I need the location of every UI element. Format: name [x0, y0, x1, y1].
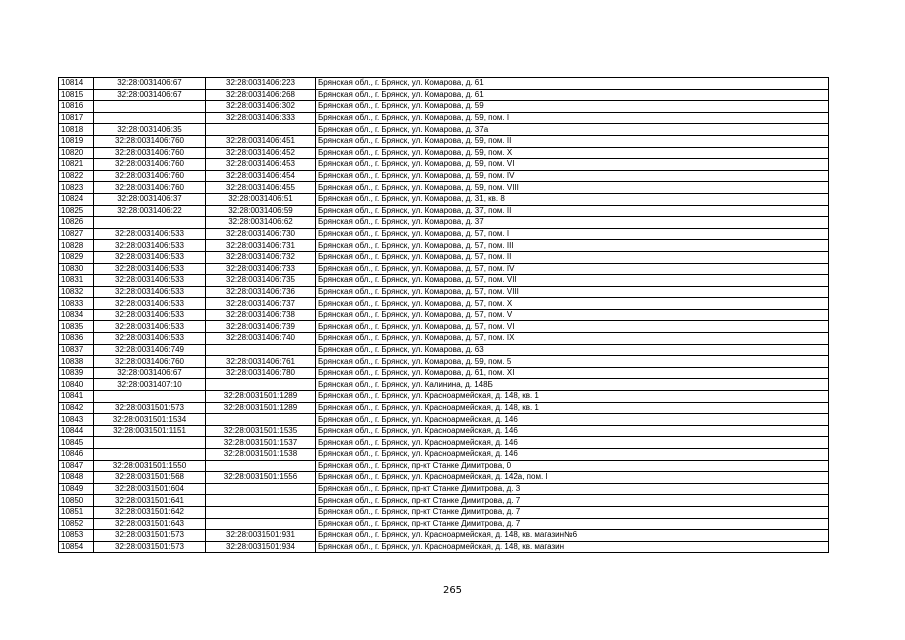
table-row — [59, 530, 829, 542]
address-cell: Брянская обл., г. Брянск, пр-кт Станке Димитрова, д. 7 — [316, 506, 829, 518]
parcel-cadastral-number-cell: 32:28:0031406:533 — [94, 286, 206, 298]
parcel-cadastral-number-cell: 32:28:0031406:533 — [94, 298, 206, 310]
table-row — [59, 240, 829, 252]
address-cell: Брянская обл., г. Брянск, ул. Комарова, д. 57, пом. VII — [316, 275, 829, 287]
object-cadastral-number-cell: 32:28:0031406:333 — [206, 112, 316, 124]
parcel-cadastral-number-cell: 32:28:0031406:749 — [94, 344, 206, 356]
parcel-cadastral-number-cell: 32:28:0031406:35 — [94, 124, 206, 136]
parcel-cadastral-number-cell: 32:28:0031501:641 — [94, 495, 206, 507]
parcel-cadastral-number-cell — [94, 101, 206, 113]
object-cadastral-number-cell — [206, 518, 316, 530]
row-number-cell: 10849 — [59, 483, 94, 495]
parcel-cadastral-number-cell: 32:28:0031406:22 — [94, 205, 206, 217]
row-number-cell: 10841 — [59, 391, 94, 403]
registry-table — [58, 77, 829, 553]
object-cadastral-number-cell: 32:28:0031501:1538 — [206, 449, 316, 461]
object-cadastral-number-cell — [206, 414, 316, 426]
address-cell: Брянская обл., г. Брянск, ул. Комарова, д. 57, пом. IV — [316, 263, 829, 275]
address-cell: Брянская обл., г. Брянск, ул. Комарова, д. 57, пом. VI — [316, 321, 829, 333]
row-number-cell: 10826 — [59, 217, 94, 229]
table-row — [59, 472, 829, 484]
parcel-cadastral-number-cell — [94, 437, 206, 449]
object-cadastral-number-cell: 32:28:0031406:737 — [206, 298, 316, 310]
table-row — [59, 541, 829, 553]
parcel-cadastral-number-cell: 32:28:0031501:642 — [94, 506, 206, 518]
address-cell: Брянская обл., г. Брянск, ул. Комарова, д. 61 — [316, 89, 829, 101]
object-cadastral-number-cell — [206, 495, 316, 507]
table-row — [59, 437, 829, 449]
address-cell: Брянская обл., г. Брянск, ул. Комарова, д. 61 — [316, 78, 829, 90]
object-cadastral-number-cell: 32:28:0031501:1289 — [206, 402, 316, 414]
table-row — [59, 263, 829, 275]
table-row — [59, 402, 829, 414]
object-cadastral-number-cell — [206, 124, 316, 136]
object-cadastral-number-cell: 32:28:0031501:1556 — [206, 472, 316, 484]
object-cadastral-number-cell — [206, 483, 316, 495]
parcel-cadastral-number-cell: 32:28:0031406:760 — [94, 356, 206, 368]
table-row — [59, 251, 829, 263]
table-row — [59, 425, 829, 437]
address-cell: Брянская обл., г. Брянск, ул. Красноармейская, д. 142а, пом. I — [316, 472, 829, 484]
row-number-cell: 10822 — [59, 170, 94, 182]
object-cadastral-number-cell: 32:28:0031406:302 — [206, 101, 316, 113]
row-number-cell: 10825 — [59, 205, 94, 217]
row-number-cell: 10847 — [59, 460, 94, 472]
table-row — [59, 286, 829, 298]
row-number-cell: 10852 — [59, 518, 94, 530]
registry-table-body — [59, 78, 829, 553]
address-cell: Брянская обл., г. Брянск, ул. Комарова, д. 63 — [316, 344, 829, 356]
address-cell: Брянская обл., г. Брянск, ул. Комарова, д. 37а — [316, 124, 829, 136]
row-number-cell: 10851 — [59, 506, 94, 518]
address-cell: Брянская обл., г. Брянск, ул. Комарова, д. 57, пом. IX — [316, 333, 829, 345]
table-row — [59, 193, 829, 205]
parcel-cadastral-number-cell: 32:28:0031406:533 — [94, 228, 206, 240]
object-cadastral-number-cell: 32:28:0031406:62 — [206, 217, 316, 229]
parcel-cadastral-number-cell: 32:28:0031406:37 — [94, 193, 206, 205]
address-cell: Брянская обл., г. Брянск, ул. Комарова, д. 57, пом. II — [316, 251, 829, 263]
address-cell: Брянская обл., г. Брянск, ул. Комарова, д. 59 — [316, 101, 829, 113]
address-cell: Брянская обл., г. Брянск, ул. Комарова, д. 59, пом. II — [316, 135, 829, 147]
table-row — [59, 483, 829, 495]
parcel-cadastral-number-cell: 32:28:0031406:67 — [94, 78, 206, 90]
address-cell: Брянская обл., г. Брянск, ул. Красноармейская, д. 146 — [316, 425, 829, 437]
row-number-cell: 10837 — [59, 344, 94, 356]
row-number-cell: 10853 — [59, 530, 94, 542]
parcel-cadastral-number-cell — [94, 112, 206, 124]
row-number-cell: 10842 — [59, 402, 94, 414]
table-row — [59, 414, 829, 426]
row-number-cell: 10850 — [59, 495, 94, 507]
table-row — [59, 367, 829, 379]
row-number-cell: 10840 — [59, 379, 94, 391]
address-cell: Брянская обл., г. Брянск, ул. Комарова, д. 57, пом. X — [316, 298, 829, 310]
address-cell: Брянская обл., г. Брянск, ул. Комарова, д. 57, пом. I — [316, 228, 829, 240]
object-cadastral-number-cell — [206, 460, 316, 472]
row-number-cell: 10836 — [59, 333, 94, 345]
object-cadastral-number-cell — [206, 344, 316, 356]
row-number-cell: 10818 — [59, 124, 94, 136]
parcel-cadastral-number-cell: 32:28:0031406:760 — [94, 182, 206, 194]
table-row — [59, 89, 829, 101]
row-number-cell: 10817 — [59, 112, 94, 124]
object-cadastral-number-cell: 32:28:0031406:455 — [206, 182, 316, 194]
table-row — [59, 379, 829, 391]
parcel-cadastral-number-cell: 32:28:0031501:604 — [94, 483, 206, 495]
address-cell: Брянская обл., г. Брянск, пр-кт Станке Димитрова, д. 7 — [316, 495, 829, 507]
row-number-cell: 10819 — [59, 135, 94, 147]
parcel-cadastral-number-cell: 32:28:0031406:533 — [94, 321, 206, 333]
parcel-cadastral-number-cell: 32:28:0031501:1550 — [94, 460, 206, 472]
address-cell: Брянская обл., г. Брянск, пр-кт Станке Димитрова, 0 — [316, 460, 829, 472]
address-cell: Брянская обл., г. Брянск, пр-кт Станке Димитрова, д. 7 — [316, 518, 829, 530]
object-cadastral-number-cell: 32:28:0031406:223 — [206, 78, 316, 90]
parcel-cadastral-number-cell: 32:28:0031406:533 — [94, 251, 206, 263]
object-cadastral-number-cell: 32:28:0031501:1535 — [206, 425, 316, 437]
object-cadastral-number-cell: 32:28:0031501:1537 — [206, 437, 316, 449]
row-number-cell: 10848 — [59, 472, 94, 484]
row-number-cell: 10820 — [59, 147, 94, 159]
address-cell: Брянская обл., г. Брянск, ул. Комарова, д. 59, пом. IV — [316, 170, 829, 182]
table-row — [59, 321, 829, 333]
table-row — [59, 205, 829, 217]
address-cell: Брянская обл., г. Брянск, ул. Комарова, д. 59, пом. VIII — [316, 182, 829, 194]
row-number-cell: 10839 — [59, 367, 94, 379]
row-number-cell: 10833 — [59, 298, 94, 310]
table-row — [59, 182, 829, 194]
row-number-cell: 10845 — [59, 437, 94, 449]
row-number-cell: 10815 — [59, 89, 94, 101]
address-cell: Брянская обл., г. Брянск, ул. Калинина, д. 148Б — [316, 379, 829, 391]
parcel-cadastral-number-cell: 32:28:0031501:1151 — [94, 425, 206, 437]
object-cadastral-number-cell: 32:28:0031406:731 — [206, 240, 316, 252]
row-number-cell: 10824 — [59, 193, 94, 205]
table-row — [59, 124, 829, 136]
parcel-cadastral-number-cell: 32:28:0031406:67 — [94, 89, 206, 101]
parcel-cadastral-number-cell: 32:28:0031406:533 — [94, 240, 206, 252]
object-cadastral-number-cell: 32:28:0031406:268 — [206, 89, 316, 101]
object-cadastral-number-cell: 32:28:0031406:59 — [206, 205, 316, 217]
parcel-cadastral-number-cell: 32:28:0031406:533 — [94, 333, 206, 345]
table-row — [59, 78, 829, 90]
table-row — [59, 228, 829, 240]
address-cell: Брянская обл., г. Брянск, ул. Комарова, д. 61, пом. XI — [316, 367, 829, 379]
parcel-cadastral-number-cell: 32:28:0031406:533 — [94, 263, 206, 275]
object-cadastral-number-cell — [206, 506, 316, 518]
parcel-cadastral-number-cell: 32:28:0031501:643 — [94, 518, 206, 530]
address-cell: Брянская обл., г. Брянск, ул. Красноармейская, д. 148, кв. магазин№6 — [316, 530, 829, 542]
address-cell: Брянская обл., г. Брянск, ул. Красноармейская, д. 148, кв. 1 — [316, 402, 829, 414]
object-cadastral-number-cell: 32:28:0031406:736 — [206, 286, 316, 298]
row-number-cell: 10827 — [59, 228, 94, 240]
object-cadastral-number-cell: 32:28:0031406:738 — [206, 309, 316, 321]
table-row — [59, 217, 829, 229]
parcel-cadastral-number-cell: 32:28:0031501:568 — [94, 472, 206, 484]
page-number: 265 — [442, 585, 463, 596]
row-number-cell: 10854 — [59, 541, 94, 553]
row-number-cell: 10830 — [59, 263, 94, 275]
row-number-cell: 10835 — [59, 321, 94, 333]
table-row — [59, 518, 829, 530]
object-cadastral-number-cell: 32:28:0031406:733 — [206, 263, 316, 275]
table-row — [59, 449, 829, 461]
row-number-cell: 10816 — [59, 101, 94, 113]
object-cadastral-number-cell: 32:28:0031406:451 — [206, 135, 316, 147]
parcel-cadastral-number-cell — [94, 391, 206, 403]
parcel-cadastral-number-cell: 32:28:0031406:533 — [94, 275, 206, 287]
row-number-cell: 10838 — [59, 356, 94, 368]
parcel-cadastral-number-cell — [94, 217, 206, 229]
table-row — [59, 506, 829, 518]
parcel-cadastral-number-cell: 32:28:0031406:760 — [94, 159, 206, 171]
address-cell: Брянская обл., г. Брянск, ул. Красноармейская, д. 146 — [316, 437, 829, 449]
row-number-cell: 10843 — [59, 414, 94, 426]
address-cell: Брянская обл., г. Брянск, ул. Комарова, д. 59, пом. X — [316, 147, 829, 159]
table-row — [59, 112, 829, 124]
parcel-cadastral-number-cell: 32:28:0031407:10 — [94, 379, 206, 391]
row-number-cell: 10814 — [59, 78, 94, 90]
parcel-cadastral-number-cell: 32:28:0031501:1534 — [94, 414, 206, 426]
parcel-cadastral-number-cell: 32:28:0031406:67 — [94, 367, 206, 379]
address-cell: Брянская обл., г. Брянск, ул. Комарова, д. 59, пом. VI — [316, 159, 829, 171]
table-row — [59, 101, 829, 113]
table-row — [59, 344, 829, 356]
table-row — [59, 309, 829, 321]
address-cell: Брянская обл., г. Брянск, ул. Комарова, д. 37, пом. II — [316, 205, 829, 217]
address-cell: Брянская обл., г. Брянск, ул. Красноармейская, д. 148, кв. 1 — [316, 391, 829, 403]
row-number-cell: 10844 — [59, 425, 94, 437]
object-cadastral-number-cell — [206, 379, 316, 391]
object-cadastral-number-cell: 32:28:0031406:780 — [206, 367, 316, 379]
address-cell: Брянская обл., г. Брянск, пр-кт Станке Димитрова, д. 3 — [316, 483, 829, 495]
row-number-cell: 10832 — [59, 286, 94, 298]
address-cell: Брянская обл., г. Брянск, ул. Комарова, д. 57, пом. III — [316, 240, 829, 252]
table-row — [59, 135, 829, 147]
row-number-cell: 10846 — [59, 449, 94, 461]
table-row — [59, 391, 829, 403]
row-number-cell: 10834 — [59, 309, 94, 321]
row-number-cell: 10831 — [59, 275, 94, 287]
address-cell: Брянская обл., г. Брянск, ул. Комарова, д. 57, пом. VIII — [316, 286, 829, 298]
row-number-cell: 10823 — [59, 182, 94, 194]
parcel-cadastral-number-cell — [94, 449, 206, 461]
parcel-cadastral-number-cell: 32:28:0031406:760 — [94, 135, 206, 147]
address-cell: Брянская обл., г. Брянск, ул. Комарова, д. 57, пом. V — [316, 309, 829, 321]
parcel-cadastral-number-cell: 32:28:0031501:573 — [94, 541, 206, 553]
object-cadastral-number-cell: 32:28:0031501:1289 — [206, 391, 316, 403]
row-number-cell: 10828 — [59, 240, 94, 252]
row-number-cell: 10829 — [59, 251, 94, 263]
object-cadastral-number-cell: 32:28:0031406:732 — [206, 251, 316, 263]
address-cell: Брянская обл., г. Брянск, ул. Красноармейская, д. 146 — [316, 414, 829, 426]
parcel-cadastral-number-cell: 32:28:0031406:760 — [94, 170, 206, 182]
object-cadastral-number-cell: 32:28:0031406:735 — [206, 275, 316, 287]
table-row — [59, 495, 829, 507]
object-cadastral-number-cell: 32:28:0031406:739 — [206, 321, 316, 333]
parcel-cadastral-number-cell: 32:28:0031501:573 — [94, 402, 206, 414]
object-cadastral-number-cell: 32:28:0031406:740 — [206, 333, 316, 345]
table-row — [59, 356, 829, 368]
table-row — [59, 170, 829, 182]
table-row — [59, 275, 829, 287]
object-cadastral-number-cell: 32:28:0031406:454 — [206, 170, 316, 182]
object-cadastral-number-cell: 32:28:0031406:452 — [206, 147, 316, 159]
row-number-cell: 10821 — [59, 159, 94, 171]
parcel-cadastral-number-cell: 32:28:0031406:760 — [94, 147, 206, 159]
object-cadastral-number-cell: 32:28:0031501:934 — [206, 541, 316, 553]
address-cell: Брянская обл., г. Брянск, ул. Комарова, д. 59, пом. I — [316, 112, 829, 124]
object-cadastral-number-cell: 32:28:0031406:730 — [206, 228, 316, 240]
table-row — [59, 159, 829, 171]
address-cell: Брянская обл., г. Брянск, ул. Комарова, д. 59, пом. 5 — [316, 356, 829, 368]
address-cell: Брянская обл., г. Брянск, ул. Комарова, д. 37 — [316, 217, 829, 229]
table-row — [59, 333, 829, 345]
address-cell: Брянская обл., г. Брянск, ул. Красноармейская, д. 148, кв. магазин — [316, 541, 829, 553]
object-cadastral-number-cell: 32:28:0031406:761 — [206, 356, 316, 368]
parcel-cadastral-number-cell: 32:28:0031406:533 — [94, 309, 206, 321]
object-cadastral-number-cell: 32:28:0031406:453 — [206, 159, 316, 171]
object-cadastral-number-cell: 32:28:0031406:51 — [206, 193, 316, 205]
table-row — [59, 460, 829, 472]
table-row — [59, 147, 829, 159]
parcel-cadastral-number-cell: 32:28:0031501:573 — [94, 530, 206, 542]
address-cell: Брянская обл., г. Брянск, ул. Комарова, д. 31, кв. 8 — [316, 193, 829, 205]
object-cadastral-number-cell: 32:28:0031501:931 — [206, 530, 316, 542]
address-cell: Брянская обл., г. Брянск, ул. Красноармейская, д. 146 — [316, 449, 829, 461]
table-row — [59, 298, 829, 310]
